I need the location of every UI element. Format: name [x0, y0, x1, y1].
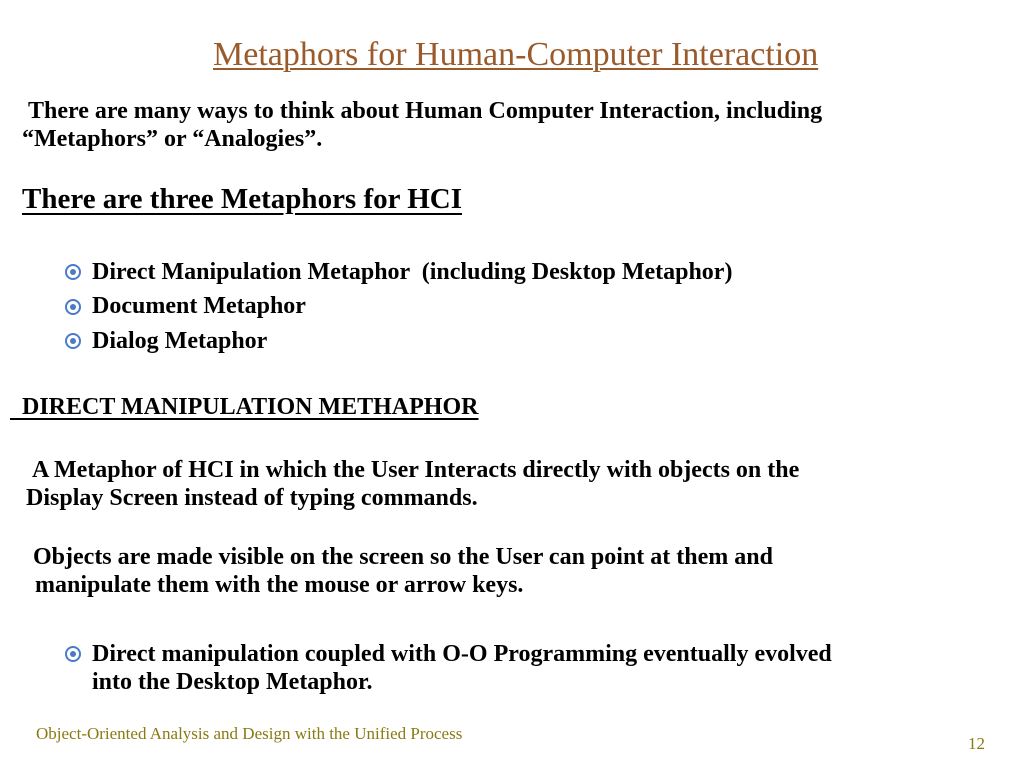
list-item-label: Dialog Metaphor: [92, 327, 268, 354]
evolution-bullet-text: [92, 640, 832, 696]
evolution-bullet: [62, 640, 982, 696]
slide-title: Metaphors for Human-Computer Interaction: [213, 36, 819, 73]
list-item: [62, 255, 732, 290]
subheading-direct-manipulation: DIRECT MANIPULATION METHAPHOR: [10, 394, 479, 420]
intro-line-2: “Metaphors” or “Analogies”.: [22, 126, 323, 152]
list-item-label: Direct Manipulation Metaphor (including Desktop Metaphor): [92, 258, 733, 285]
objects-paragraph: [33, 543, 993, 599]
intro-line-1: There are many ways to think about Human Computer Interaction, including: [28, 98, 823, 124]
list-item: [62, 324, 732, 359]
circled-dot-icon: [65, 646, 81, 662]
circled-dot-icon: [65, 299, 81, 315]
intro-text: [22, 97, 982, 153]
paragraph-line: A Metaphor of HCI in which the User Interacts directly with objects on the: [32, 457, 800, 483]
list-item-label: Document Metaphor: [92, 293, 306, 320]
footer-course-title: Object-Oriented Analysis and Design with the Unified Process: [36, 724, 463, 743]
definition-paragraph: [26, 456, 986, 512]
paragraph-line: into the Desktop Metaphor.: [92, 669, 373, 695]
paragraph-line: Display Screen instead of typing commands.: [26, 485, 478, 511]
paragraph-line: Direct manipulation coupled with O-O Programming eventually evolved: [92, 641, 832, 667]
paragraph-line: manipulate them with the mouse or arrow keys.: [35, 572, 524, 598]
list-item: [62, 290, 732, 325]
page-number: 12: [968, 734, 985, 753]
metaphor-list: [62, 255, 732, 359]
paragraph-line: Objects are made visible on the screen so the User can point at them and: [33, 544, 773, 570]
circled-dot-icon: [65, 333, 81, 349]
circled-dot-icon: [65, 264, 81, 280]
section-heading: There are three Metaphors for HCI: [22, 183, 463, 215]
